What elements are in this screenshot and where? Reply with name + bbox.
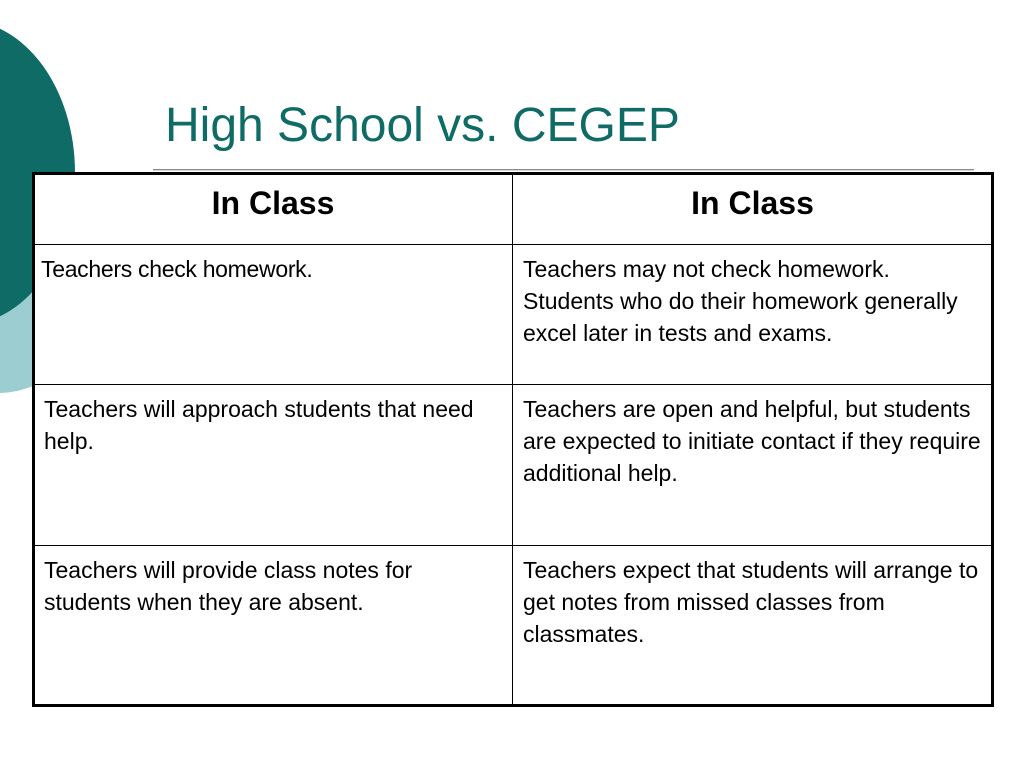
table-row: [34, 245, 993, 385]
cell-cegep: Teachers are open and helpful, but students are expected to initiate contact if they require additional help.: [513, 385, 993, 546]
cell-cegep: Teachers expect that students will arrange to get notes from missed classes from classmates.: [513, 546, 993, 706]
table-row: [34, 546, 993, 706]
header-high-school: In Class: [34, 174, 513, 245]
title-divider: [153, 169, 974, 171]
cell-high-school: Teachers will approach students that need help.: [34, 385, 513, 546]
header-cegep: In Class: [513, 174, 993, 245]
slide-title: High School vs. CEGEP: [165, 99, 680, 152]
table-header-row: [34, 174, 993, 245]
cell-high-school: Teachers will provide class notes for students when they are absent.: [34, 546, 513, 706]
table-row: [34, 385, 993, 546]
cell-cegep: Teachers may not check homework. Students who do their homework generally excel later in tests and exams.: [513, 245, 993, 385]
comparison-table: [33, 173, 993, 706]
cell-high-school: Teachers check homework.: [34, 245, 513, 385]
